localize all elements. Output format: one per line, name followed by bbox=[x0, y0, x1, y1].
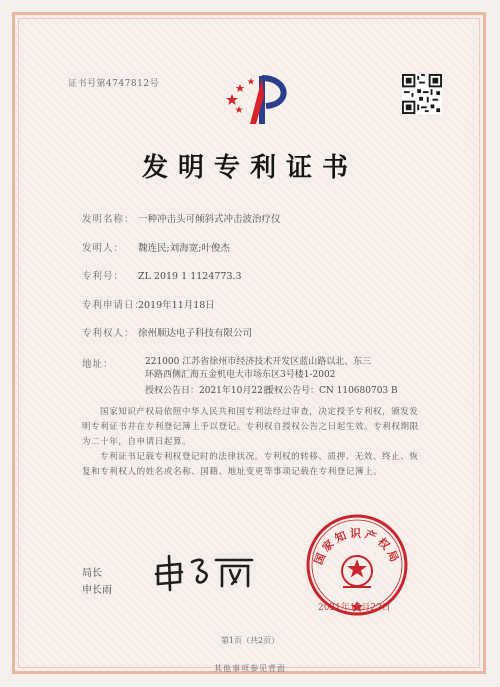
publication-number: 授权公告号：CN 110680703 B bbox=[265, 386, 398, 396]
patent-office-logo bbox=[226, 72, 300, 128]
patentee-label: 专利权人： bbox=[82, 328, 135, 339]
director-block bbox=[82, 565, 112, 599]
body-paragraph-1: 国家知识产权局依照中华人民共和国专利法经过审查，决定授予专利权，颁发发明专利证书并在专利登记簿上予以登记。专利权自授权公告之日起生效。专利权期限为二十年，自申请日起算。 bbox=[82, 407, 419, 447]
grant-info bbox=[145, 383, 398, 396]
certificate-title: 发明专利证书 bbox=[141, 153, 358, 183]
director-signature bbox=[150, 552, 260, 592]
patent-number-field bbox=[82, 268, 242, 282]
seal-date: 2021年10月22日 bbox=[318, 603, 391, 613]
filing-date-label: 专利申请日： bbox=[82, 300, 146, 311]
page-number: 第1页（共2页） bbox=[220, 636, 280, 645]
certificate-body bbox=[82, 405, 422, 480]
footer-note: 其他事项参见背面 bbox=[214, 664, 286, 673]
body-paragraph-2: 专利证书记载专利权登记时的法律状况。专利权的转移、质押、无效、终止、恢复和专利权人的姓名或名称、国籍、地址变更等事项记载在专利登记簿上。 bbox=[82, 452, 419, 477]
invention-name-label: 发明名称： bbox=[82, 214, 135, 225]
patent-number: ZL 2019 1 1124773.3 bbox=[138, 271, 242, 282]
seal-text: 国家知识产权局 bbox=[311, 527, 403, 567]
address-line-2: 环路西侧汇海五金机电大市场东区3号楼1-2002 bbox=[145, 370, 336, 380]
seal-emblem-star bbox=[347, 559, 367, 578]
address-label: 地址： bbox=[82, 359, 114, 370]
inventors-label: 发明人： bbox=[82, 243, 125, 254]
certificate-number: 证书号第4747812号 bbox=[68, 79, 160, 89]
filing-date-field bbox=[82, 297, 215, 311]
patentee: 徐州顺达电子科技有限公司 bbox=[138, 328, 253, 339]
address-field bbox=[82, 356, 138, 370]
inventors: 魏连民;刘海宽;叶俊杰 bbox=[138, 243, 230, 254]
inventors-field bbox=[82, 240, 230, 254]
logo-stars-icon bbox=[226, 78, 255, 113]
patent-number-label: 专利号： bbox=[82, 271, 125, 282]
patentee-field bbox=[82, 325, 252, 339]
director-title: 局长 bbox=[82, 568, 102, 579]
invention-name: 一种冲击头可倾斜式冲击波治疗仪 bbox=[138, 214, 281, 225]
address bbox=[145, 356, 371, 382]
address-line-1: 221000 江苏省徐州市经济技术开发区蓝山路以北、东三 bbox=[145, 357, 372, 367]
invention-name-field bbox=[82, 211, 281, 225]
filing-date: 2019年11月18日 bbox=[138, 300, 215, 311]
director-name: 申长雨 bbox=[82, 585, 112, 596]
qr-code-icon bbox=[402, 74, 442, 114]
grant-date: 授权公告日：2021年10月22日 bbox=[145, 386, 272, 396]
